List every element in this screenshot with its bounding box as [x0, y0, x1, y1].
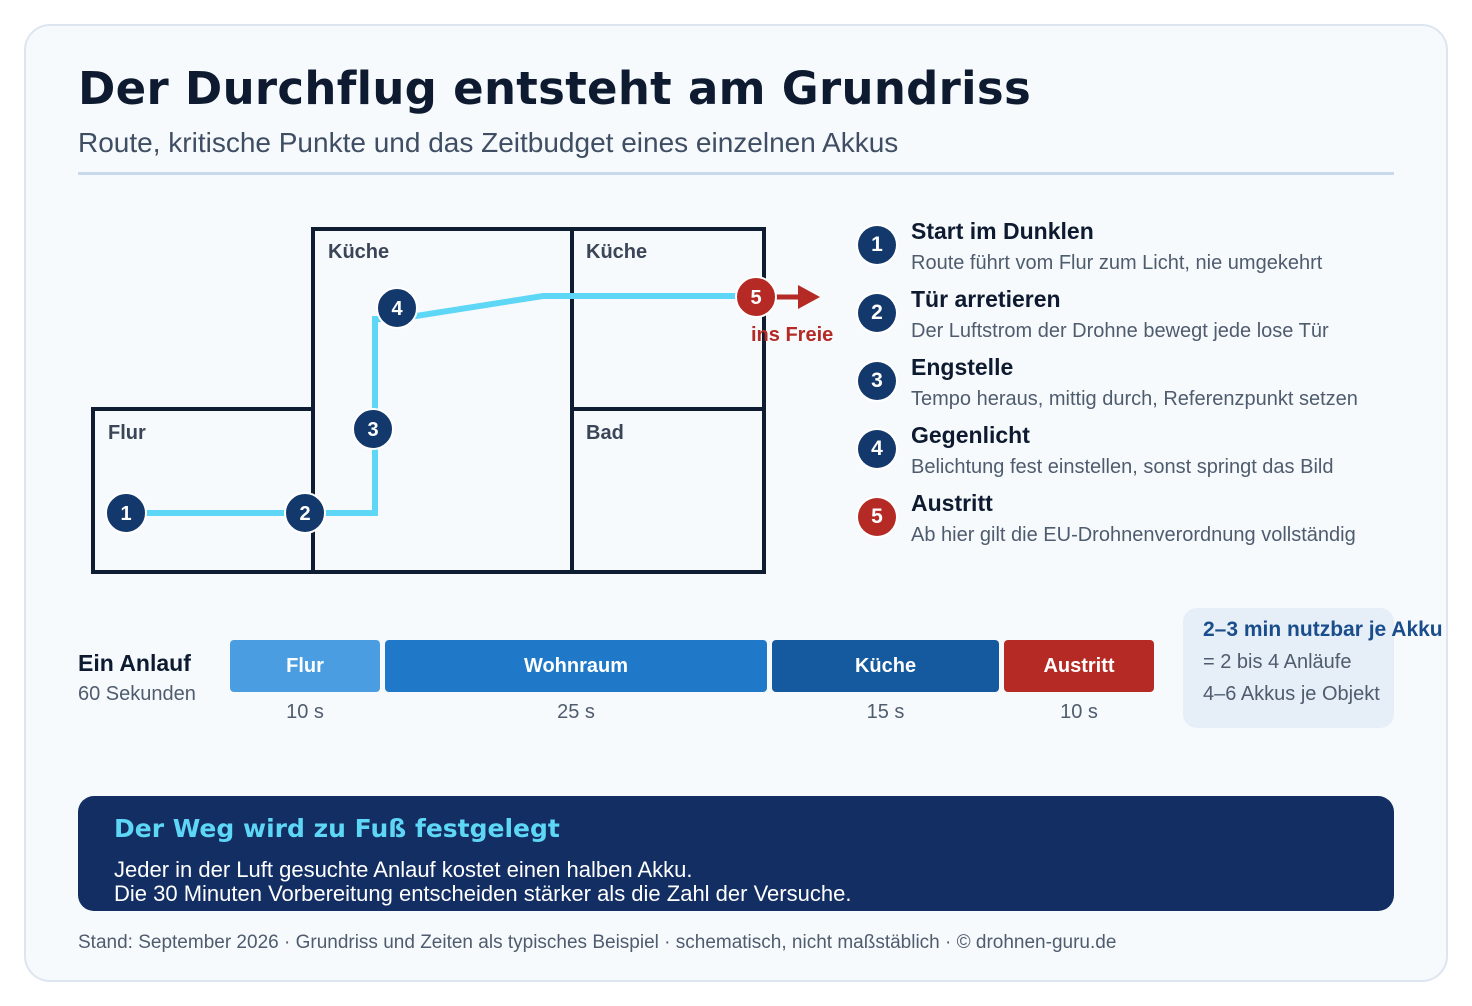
- timeline-time-kueche: 15 s: [866, 701, 905, 723]
- route-marker-3: [353, 409, 393, 449]
- legend-number: 2: [858, 294, 896, 332]
- legend-item: [858, 422, 1438, 490]
- legend-description: Tempo heraus, mittig durch, Referenzpunkt setzen: [911, 388, 1358, 410]
- route-marker-1: [106, 493, 146, 533]
- legend-item: [858, 354, 1438, 422]
- budget-batteries: 4–6 Akkus je Objekt: [1203, 683, 1380, 705]
- route-marker-2-label: 2: [299, 503, 311, 525]
- route-marker-1-label: 1: [120, 503, 132, 525]
- legend-number: 5: [858, 498, 896, 536]
- flight-route: [126, 296, 756, 513]
- timeline-time-austritt: 10 s: [1060, 701, 1098, 723]
- legend-title: Tür arretieren: [911, 286, 1061, 312]
- room-wohnraum: [313, 229, 572, 572]
- legend-number: 4: [858, 430, 896, 468]
- page-subtitle: Route, kritische Punkte und das Zeitbudget eines einzelnen Akkus: [78, 127, 899, 158]
- note-title: Der Weg wird zu Fuß festgelegt: [114, 814, 560, 843]
- room-label-kueche: Küche: [586, 241, 648, 263]
- run-duration: 60 Sekunden: [78, 683, 196, 705]
- timeline-segment-kueche: Küche: [772, 640, 999, 692]
- legend-item: [858, 490, 1438, 558]
- footer-credit: Stand: September 2026 · Grundriss und Zeiten als typisches Beispiel · schematisch, nicht maßstäblich · © drohnen-guru.de: [78, 932, 1117, 953]
- legend-item: [858, 286, 1438, 354]
- legend-description: Route führt vom Flur zum Licht, nie umgekehrt: [911, 252, 1323, 274]
- exit-arrow-head: [798, 285, 820, 309]
- room-label-wohnraum: Küche: [328, 241, 390, 263]
- header-divider: [78, 172, 1394, 175]
- note-banner: [78, 796, 1394, 911]
- run-title: Ein Anlauf: [78, 650, 191, 676]
- legend-description: Belichtung fest einstellen, sonst springt das Bild: [911, 456, 1334, 478]
- legend-title: Gegenlicht: [911, 422, 1030, 448]
- budget-runs: = 2 bis 4 Anläufe: [1203, 651, 1352, 673]
- room-label-bad: Bad: [586, 422, 624, 444]
- route-marker-2: [285, 493, 325, 533]
- room-label-flur: Flur: [108, 422, 146, 444]
- timeline-time-flur: 10 s: [286, 701, 324, 723]
- floor-plan: [88, 222, 848, 582]
- budget-title: 2–3 min nutzbar je Akku: [1203, 618, 1443, 641]
- route-marker-4-label: 4: [391, 298, 403, 320]
- legend-item: [858, 218, 1438, 286]
- timeline-segment-flur: Flur: [230, 640, 380, 692]
- route-marker-5-label: 5: [750, 287, 762, 309]
- page-title: Der Durchflug entsteht am Grundriss: [78, 62, 1032, 115]
- legend-description: Der Luftstrom der Drohne bewegt jede lose Tür: [911, 320, 1329, 342]
- legend-number: 1: [858, 226, 896, 264]
- exit-label: ins Freie: [751, 324, 834, 346]
- note-line-1: Jeder in der Luft gesuchte Anlauf kostet einen halben Akku.: [114, 857, 693, 882]
- timeline-segment-wohnraum: Wohnraum: [385, 640, 767, 692]
- route-legend: [858, 218, 1438, 558]
- battery-budget-box: [1183, 608, 1443, 728]
- legend-title: Austritt: [911, 490, 993, 516]
- timeline-time-wohnraum: 25 s: [557, 701, 595, 723]
- legend-title: Engstelle: [911, 354, 1014, 380]
- route-marker-5: [736, 277, 776, 317]
- note-line-2: Die 30 Minuten Vorbereitung entscheiden stärker als die Zahl der Versuche.: [114, 881, 852, 906]
- legend-description: Ab hier gilt die EU-Drohnenverordnung vollständig: [911, 524, 1356, 546]
- route-marker-3-label: 3: [367, 419, 379, 441]
- timeline-segment-austritt: Austritt: [1004, 640, 1154, 692]
- route-marker-4: [377, 288, 417, 328]
- legend-number: 3: [858, 362, 896, 400]
- legend-title: Start im Dunklen: [911, 218, 1094, 244]
